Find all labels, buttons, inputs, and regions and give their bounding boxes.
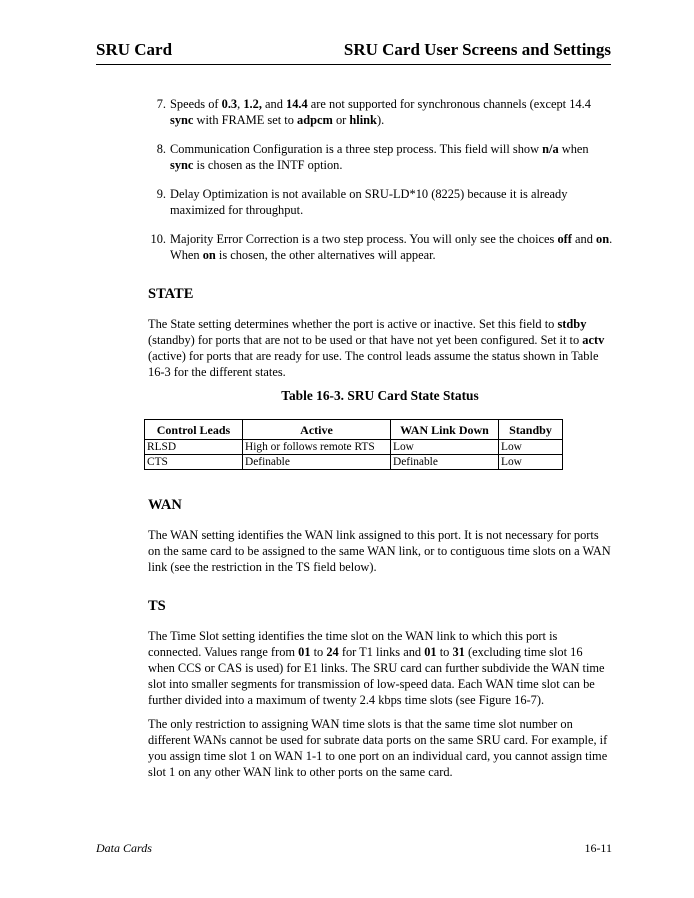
note-text: Speeds of — [170, 97, 222, 111]
table-header-row — [145, 420, 563, 440]
note-number: 8. — [156, 142, 166, 156]
state-text-bold: stdby — [557, 317, 587, 331]
page-header — [96, 40, 611, 64]
ts-text: for T1 links and — [338, 645, 425, 659]
state-status-table — [144, 419, 563, 470]
table-cell: Definable — [391, 455, 499, 470]
note-text: is chosen, the other alternatives will appear. — [215, 248, 436, 262]
state-text: The State setting determines whether the port is active or inactive. Set this field to — [148, 317, 558, 331]
note-text: with FRAME set to — [193, 113, 298, 127]
ts-heading: TS — [148, 598, 166, 614]
ts-text: to — [310, 645, 327, 659]
wan-paragraph: The WAN setting identifies the WAN link assigned to this port. It is not necessary for ports on the same card to be assigned to the same WAN link, or to contiguous time slots on a WAN link (see the restriction in the TS field below). — [148, 528, 611, 574]
ts-paragraph-2: The only restriction to assigning WAN time slots is that the same time slot number on different WANs cannot be used for subrate data ports on the same SRU card. For example, if you assign time slot 1 on WAN 1-1 to one port on an individual card, you cannot assign time slot 1 on any other WAN link to other ports on the same card. — [148, 717, 608, 779]
note-text-bold: on — [202, 248, 216, 262]
note-text-bold: 0.3 — [221, 97, 238, 111]
note-text: Communication Configuration is a three step process. This field will show — [170, 142, 543, 156]
header-rule — [96, 64, 611, 65]
col-header-wan-link-down: WAN Link Down — [391, 420, 499, 440]
note-text: . When — [170, 232, 613, 262]
table-cell: Definable — [243, 455, 391, 470]
col-header-control-leads: Control Leads — [145, 420, 243, 440]
ts-text-bold: 01 — [298, 645, 311, 659]
state-text: (standby) for ports that are not to be used or that have not yet been configured. Set it to — [148, 333, 583, 347]
footer-book-title: Data Cards — [96, 841, 152, 855]
footer-page-number: 16-11 — [584, 841, 612, 855]
table-cell: RLSD — [145, 440, 243, 455]
note-text-bold: 1.2, — [243, 97, 262, 111]
ts-text: to — [436, 645, 453, 659]
state-text-bold: actv — [582, 333, 605, 347]
table-cell: Low — [499, 455, 563, 470]
note-text: or — [332, 113, 350, 127]
note-text: Delay Optimization is not available on SRU-LD*10 (8225) because it is already maximized for throughput. — [170, 187, 568, 217]
note-text: , — [237, 97, 244, 111]
col-header-active: Active — [243, 420, 391, 440]
header-chapter-title: SRU Card — [96, 40, 173, 59]
note-text-bold: adpcm — [297, 113, 333, 127]
note-text: when — [558, 142, 589, 156]
col-header-standby: Standby — [499, 420, 563, 440]
table-row — [145, 455, 563, 470]
notes-list — [148, 96, 613, 276]
note-7 — [148, 96, 613, 128]
ts-paragraph-1 — [148, 628, 612, 708]
state-heading: STATE — [148, 286, 194, 302]
wan-heading: WAN — [148, 497, 182, 513]
note-text-bold: sync — [170, 113, 194, 127]
note-text: and — [571, 232, 597, 246]
note-text-bold: hlink — [349, 113, 377, 127]
ts-text-bold: 01 — [424, 645, 437, 659]
state-text: (active) for ports that are ready for use. The control leads assume the status shown in Table 16-3 for the different states. — [148, 349, 599, 379]
ts-text: (excluding time slot 16 when CCS or CAS is used) for E1 links. The SRU card can further subdivide the WAN time slot into smaller segments for transmission of low-speed data. Each WAN time slot can be further divided into a maximum of twenty 2.4 kbps time slots (see Figure 16-7). — [148, 645, 605, 707]
note-text-bold: 14.4 — [286, 97, 308, 111]
table-caption: Table 16-3. SRU Card State Status — [281, 388, 479, 403]
note-text-bold: n/a — [542, 142, 559, 156]
note-8 — [148, 141, 613, 173]
ts-text: The Time Slot setting identifies the time slot on the WAN link to which this port is connected. Values range from — [148, 629, 558, 659]
note-10 — [148, 231, 613, 263]
note-number: 7. — [156, 97, 166, 111]
ts-text-bold: 24 — [326, 645, 339, 659]
note-text: ). — [376, 113, 385, 127]
note-text-bold: on — [596, 232, 610, 246]
ts-text-bold: 31 — [452, 645, 465, 659]
note-text: is chosen as the INTF option. — [193, 158, 343, 172]
note-number: 10. — [150, 232, 166, 246]
table-cell: Low — [391, 440, 499, 455]
note-text: are not supported for synchronous channels (except 14.4 — [307, 97, 591, 111]
note-text: and — [261, 97, 287, 111]
note-number: 9. — [156, 187, 166, 201]
table-cell: Low — [499, 440, 563, 455]
header-section-title: SRU Card User Screens and Settings — [343, 40, 611, 59]
note-text: Majority Error Correction is a two step process. You will only see the choices — [170, 232, 558, 246]
state-paragraph — [148, 316, 612, 380]
table-cell: High or follows remote RTS — [243, 440, 391, 455]
note-9 — [148, 186, 613, 218]
note-text-bold: sync — [170, 158, 194, 172]
table-cell: CTS — [145, 455, 243, 470]
note-text-bold: off — [557, 232, 572, 246]
table-row — [145, 440, 563, 455]
